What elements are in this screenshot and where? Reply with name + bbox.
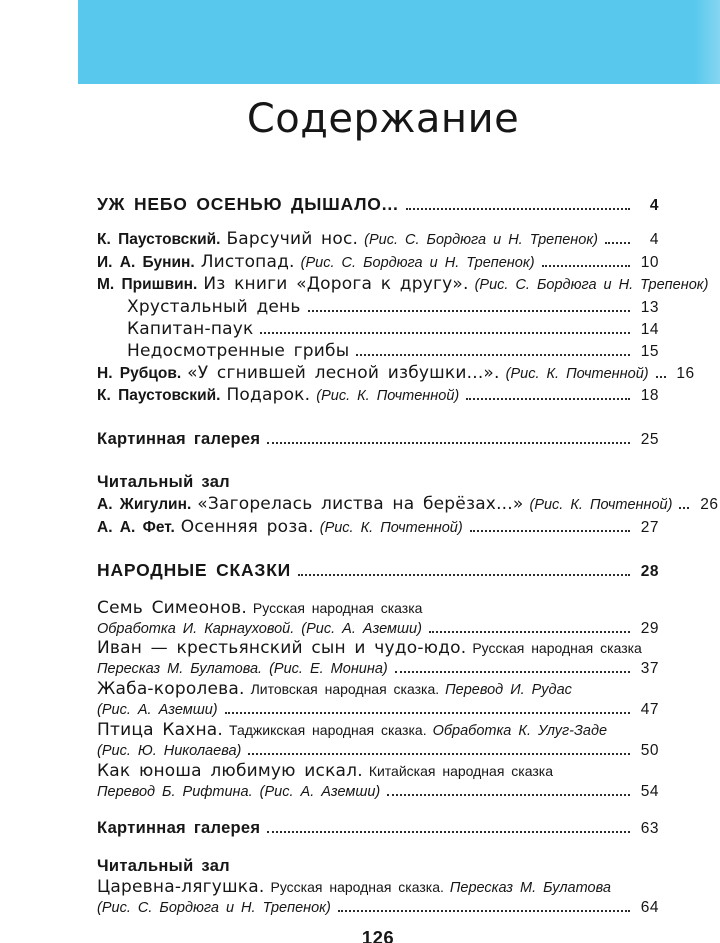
entry-credit: Обработка К. Улуг-Заде — [432, 722, 608, 739]
dot-leader — [356, 354, 630, 356]
page-number: 64 — [640, 899, 659, 917]
entry-title: Иван — крестьянский сын и чудо-юдо. — [97, 638, 467, 659]
entry-title: Картинная галерея — [97, 430, 261, 449]
entry-author: А. А. Фет. — [97, 518, 175, 536]
page-number: 37 — [640, 659, 659, 677]
dot-leader — [267, 831, 630, 833]
entry-title: Хрустальный день — [127, 297, 301, 318]
toc-entry — [97, 721, 659, 742]
entry-credit: (Рис. Ю. Николаева) — [97, 743, 242, 760]
page-number: 27 — [640, 518, 659, 536]
dot-leader — [466, 398, 630, 400]
entry-subtitle: Литовская народная сказка. — [250, 680, 440, 697]
entry-credit: (Рис. С. Бордюга и Н. Трепенок) — [364, 231, 598, 248]
entry-subtitle: Таджикская народная сказка. — [229, 721, 427, 738]
dot-leader — [470, 530, 630, 532]
section-title: УЖ НЕБО ОСЕНЬЮ ДЫШАЛО... — [97, 194, 399, 214]
page-number: 10 — [640, 253, 659, 271]
dot-leader — [298, 574, 630, 576]
toc-entry-reading-room — [97, 856, 659, 878]
entry-subtitle: Русская народная сказка — [252, 600, 423, 617]
entry-credit: Пересказ М. Булатова — [449, 879, 611, 896]
page-number: 54 — [640, 782, 659, 800]
entry-credit: Перевод И. Рудас — [445, 681, 572, 698]
toc-entry — [97, 385, 659, 408]
entry-title: Недосмотренные грибы — [127, 340, 350, 361]
dot-leader — [656, 376, 666, 378]
dot-leader — [429, 631, 630, 633]
dot-leader — [542, 265, 630, 267]
entry-author: Н. Рубцов. — [97, 364, 182, 382]
page-number: 63 — [640, 820, 659, 838]
entry-title: Картинная галерея — [97, 819, 261, 838]
toc-section-header — [97, 194, 659, 217]
entry-title: Капитан-паук — [127, 318, 254, 339]
toc-entry — [97, 274, 709, 297]
toc-entry — [97, 700, 659, 721]
page-number: 4 — [649, 230, 659, 248]
dot-leader — [248, 753, 630, 755]
entry-author: И. А. Бунин. — [97, 253, 195, 271]
entry-title: Жаба-королева. — [97, 678, 245, 699]
entry-title: Царевна-лягушка. — [97, 876, 265, 897]
toc-entry-reading-room — [97, 472, 659, 494]
toc-entry — [97, 517, 659, 540]
entry-author: М. Пришвин. — [97, 276, 198, 294]
entry-title: Подарок. — [226, 385, 311, 406]
entry-author: К. Паустовский. — [97, 387, 221, 405]
entry-credit: (Рис. К. Почтенной) — [316, 388, 460, 405]
page-number: 15 — [640, 342, 659, 360]
toc-entry — [97, 341, 659, 363]
toc-content — [97, 84, 719, 943]
dot-leader — [387, 794, 630, 796]
toc-entry — [97, 782, 659, 803]
entry-title: «У сгнившей лесной избушки...». — [187, 362, 500, 383]
page-number: 28 — [640, 563, 659, 581]
page-number: 25 — [640, 431, 659, 449]
entry-title: Листопад. — [200, 251, 295, 272]
dot-leader — [605, 242, 630, 244]
footer-page-number: 126 — [361, 926, 395, 943]
dot-leader — [308, 310, 630, 312]
entry-credit: (Рис. С. Бордюга и Н. Трепенок) — [300, 254, 535, 271]
dot-leader — [338, 910, 630, 912]
page-number: 18 — [640, 387, 659, 405]
entry-title: Читальный зал — [97, 472, 230, 491]
entry-title: Как юноша любимую искал. — [97, 760, 363, 781]
entry-credit: (Рис. А. Аземши) — [97, 702, 218, 719]
dot-leader — [267, 442, 630, 444]
toc-entry — [97, 599, 659, 619]
toc-entry-gallery — [97, 818, 659, 840]
entry-credit: (Рис. С. Бордюга и Н. Трепенок) — [97, 900, 331, 917]
entry-credit: Перевод Б. Рифтина. (Рис. А. Аземши) — [97, 783, 381, 800]
page-number: 14 — [640, 320, 659, 338]
dot-leader — [406, 208, 630, 210]
entry-title: «Загорелась листва на берёзах...» — [197, 493, 524, 514]
page-title: Содержание — [246, 96, 520, 142]
entry-subtitle: Китайская народная сказка — [368, 762, 553, 779]
page-number: 47 — [640, 701, 659, 719]
page-number: 16 — [676, 364, 695, 382]
entry-author: К. Паустовский. — [97, 230, 221, 248]
entry-title: Барсучий нос. — [226, 228, 359, 249]
section-title: НАРОДНЫЕ СКАЗКИ — [97, 560, 292, 581]
toc-entry — [97, 229, 659, 252]
dot-leader — [260, 332, 630, 334]
toc-entry — [97, 741, 659, 762]
entry-author: А. Жигулин. — [97, 495, 192, 513]
top-color-banner — [78, 0, 720, 84]
toc-entry — [97, 493, 719, 517]
page-number: 13 — [640, 299, 659, 317]
toc-entry-gallery — [97, 429, 659, 451]
entry-title: Осенняя роза. — [180, 516, 314, 537]
page-number: 4 — [649, 197, 659, 214]
entry-title: Из книги «Дорога к другу». — [203, 274, 469, 295]
entry-subtitle: Русская народная сказка — [472, 640, 642, 657]
page-number: 50 — [640, 742, 659, 760]
toc-entry — [97, 619, 659, 640]
toc-entry — [97, 762, 659, 782]
entry-credit: (Рис. К. Почтенной) — [319, 519, 463, 536]
entry-title: Читальный зал — [97, 856, 230, 875]
entry-credit: Обработка И. Карнауховой. (Рис. А. Аземши) — [97, 620, 422, 637]
page-number: 26 — [700, 495, 719, 513]
toc-section-header — [97, 560, 659, 583]
entry-title: Семь Симеонов. — [97, 598, 247, 619]
entry-credit: (Рис. К. Почтенной) — [529, 496, 673, 513]
entry-credit: (Рис. С. Бордюга и Н. Трепенок) — [474, 277, 709, 294]
page-number: 29 — [640, 619, 659, 637]
toc-entry — [97, 252, 659, 275]
dot-leader — [225, 712, 630, 714]
toc-entry — [97, 898, 659, 919]
entry-subtitle: Русская народная сказка. — [270, 878, 444, 895]
toc-entry — [97, 878, 659, 899]
dot-leader — [679, 507, 689, 509]
toc-entry — [97, 639, 659, 659]
toc-entry — [97, 659, 659, 680]
toc-entry — [97, 319, 659, 341]
toc-entry — [97, 297, 659, 319]
toc-entry — [97, 680, 659, 701]
entry-credit: Пересказ М. Булатова. (Рис. Е. Монина) — [97, 660, 388, 677]
toc-entry — [97, 362, 695, 386]
dot-leader — [395, 671, 630, 673]
entry-title: Птица Кахна. — [97, 719, 224, 740]
entry-credit: (Рис. К. Почтенной) — [505, 365, 649, 382]
